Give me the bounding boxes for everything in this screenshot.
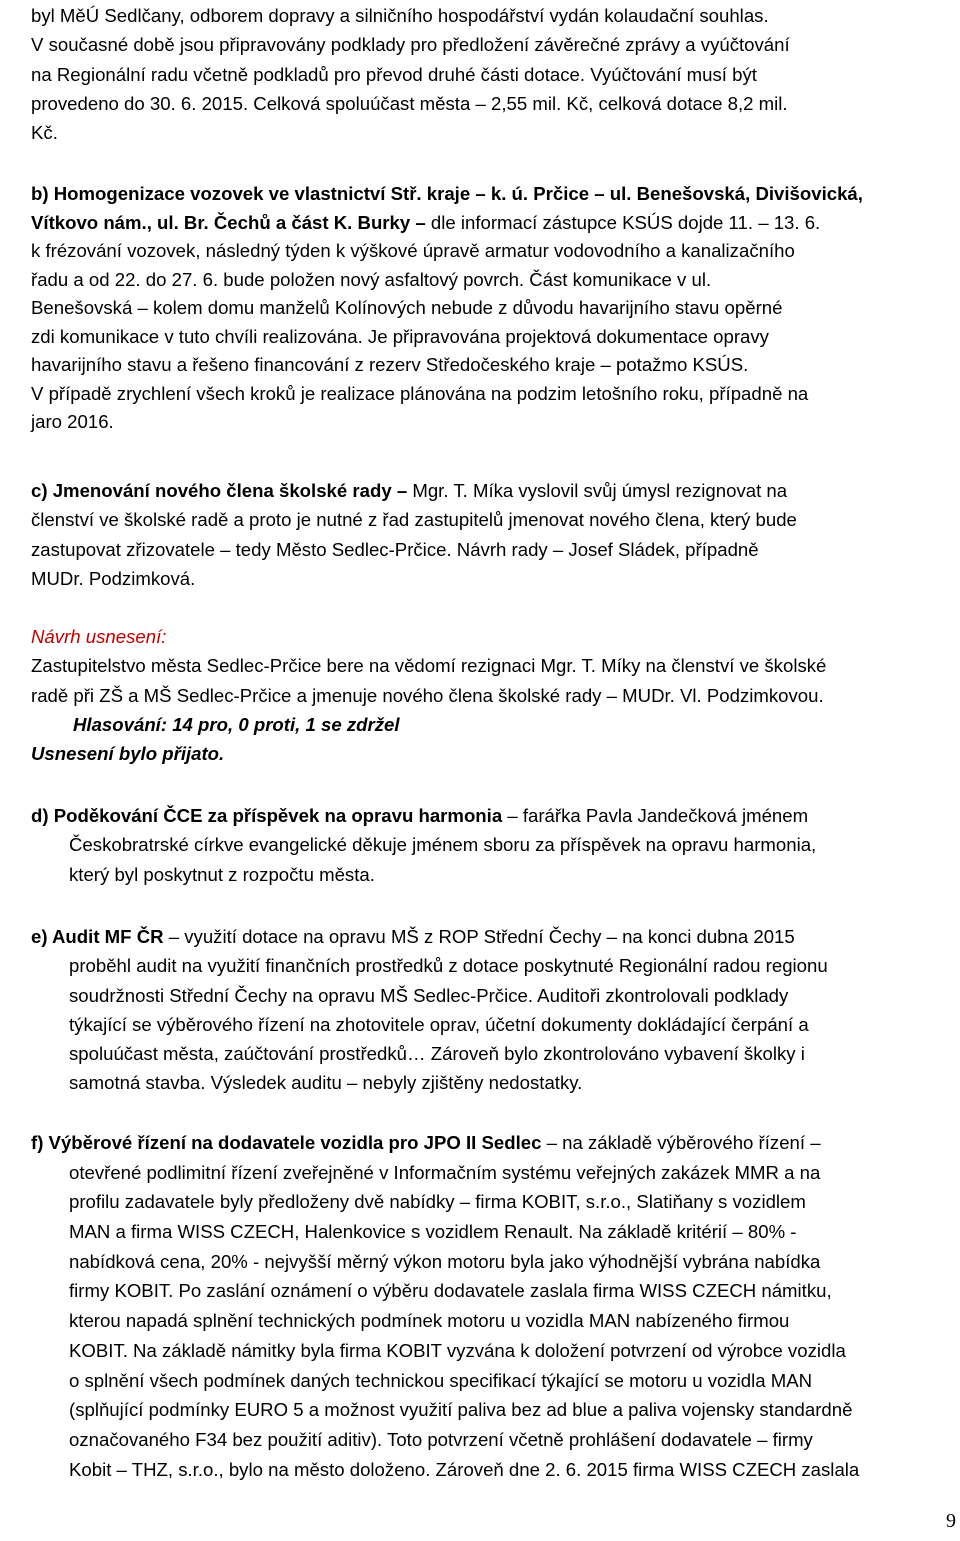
text-line <box>31 951 952 980</box>
text-line <box>31 739 952 768</box>
text-run: dle informací zástupce KSÚS dojde 11. – 13. 6. <box>430 211 821 233</box>
text-line <box>31 351 952 380</box>
text-run: e) Audit MF ČR <box>31 926 164 947</box>
section-d <box>31 801 952 889</box>
text-line <box>31 1039 952 1068</box>
text-line <box>31 1455 952 1485</box>
text-run: – využití dotace na opravu MŠ z ROP Střední Čechy – na konci dubna 2015 <box>163 926 795 947</box>
text-run: d) Poděkování ČCE za příspěvek na opravu harmonia <box>31 805 503 826</box>
text-run: členství ve školské radě a proto je nutné z řad zastupitelů jmenovat nového člena, který bude <box>31 509 797 531</box>
text-line <box>31 323 952 352</box>
text-line <box>31 408 952 437</box>
text-run: Mgr. T. Míka vyslovil svůj úmysl rezignovat na <box>412 480 788 501</box>
text-line <box>31 1366 952 1396</box>
text-run: Návrh usnesení: <box>31 626 167 647</box>
section-b <box>31 180 952 437</box>
text-run: – farářka Pavla Jandečková jménem <box>502 805 809 826</box>
section-c <box>31 476 952 593</box>
text-line <box>31 1217 952 1247</box>
text-line <box>31 60 952 89</box>
text-line <box>31 89 952 118</box>
text-run: MUDr. Podzimková. <box>31 567 196 589</box>
text-run: kterou napadá splnění technických podmínek motoru u vozidla MAN nabízeného firmou <box>69 1310 790 1332</box>
section-e <box>31 922 952 1098</box>
text-line <box>31 1 952 30</box>
text-run: KOBIT. Na základě námitky byla firma KOBIT vyzvána k doložení potvrzení od výrobce vozidla <box>69 1339 846 1361</box>
text-run: Českobratrské církve evangelické děkuje jménem sboru za příspěvek na opravu harmonia, <box>69 834 817 856</box>
text-run: proběhl audit na využití finančních prostředků z dotace poskytnuté Regionální radou regionu <box>69 955 828 977</box>
text-line <box>31 118 952 147</box>
text-line <box>31 981 952 1010</box>
text-line <box>31 1306 952 1336</box>
text-line <box>31 1276 952 1306</box>
text-run: Kč. <box>31 122 58 144</box>
text-line <box>31 1010 952 1039</box>
text-line <box>31 1068 952 1097</box>
paragraph-top <box>31 1 952 147</box>
text-line <box>31 1187 952 1217</box>
text-run: na Regionální radu včetně podkladů pro převod druhé části dotace. Vyúčtování musí být <box>31 63 757 85</box>
text-run: havarijního stavu a řešeno financování z rezerv Středočeského kraje – potažmo KSÚS. <box>31 354 749 375</box>
text-run: soudržnosti Střední Čechy na opravu MŠ Sedlec-Prčice. Auditoři zkontrolovali podklady <box>69 984 789 1006</box>
text-run: Hlasování: 14 pro, 0 proti, 1 se zdržel <box>73 713 400 735</box>
text-run: týkající se výběrového řízení na zhotovitele oprav, účetní dokumenty dokládající čerpání a <box>69 1013 809 1035</box>
text-run: spoluúčast města, zaúčtování prostředků… Zároveň bylo zkontrolováno vybavení školky i <box>69 1043 805 1065</box>
text-run: nabídková cena, 20% - nejvyšší měrný výkon motoru byla jako výhodnější vybrána nabídka <box>69 1250 821 1272</box>
text-run: byl MěÚ Sedlčany, odborem dopravy a silničního hospodářství vydán kolaudační souhlas. <box>31 5 769 26</box>
text-line <box>31 535 952 564</box>
text-run: (splňující podmínky EURO 5 a možnost využití paliva bez ad blue a paliva vojensky standardně <box>69 1399 853 1421</box>
text-run: o splnění všech podmínek daných technickou specifikací týkající se motoru u vozidla MAN <box>69 1369 813 1391</box>
text-line <box>31 380 952 409</box>
text-run: Usnesení bylo přijato. <box>31 743 225 765</box>
page-number: 9 <box>946 1510 956 1532</box>
text-line <box>31 1247 952 1277</box>
text-run: zdi komunikace v tuto chvíli realizována. Je připravována projektová dokumentace opravy <box>31 325 769 347</box>
text-run: f) Výběrové řízení na dodavatele vozidla pro JPO II Sedlec <box>31 1132 542 1153</box>
text-line <box>31 1425 952 1455</box>
text-run: V případě zrychlení všech kroků je realizace plánována na podzim letošního roku, případně na <box>31 382 809 404</box>
text-line <box>31 830 952 859</box>
text-run: V současné době jsou připravovány podklady pro předložení závěrečné zprávy a vyúčtování <box>31 34 790 56</box>
text-run: Zastupitelstvo města Sedlec-Prčice bere na vědomí rezignaci Mgr. T. Míky na členství ve školské <box>31 655 827 677</box>
text-run: k frézování vozovek, následný týden k výškové úpravě armatur vodovodního a kanalizačního <box>31 240 795 261</box>
text-line <box>31 860 952 889</box>
text-line <box>31 180 952 209</box>
text-run: Kobit – THZ, s.r.o., bylo na město doloženo. Zároveň dne 2. 6. 2015 firma WISS CZECH zaslala <box>69 1458 860 1480</box>
text-line <box>31 922 952 951</box>
text-line <box>31 681 952 710</box>
text-run: zastupovat zřizovatele – tedy Město Sedlec-Prčice. Návrh rady – Josef Sládek, případně <box>31 538 759 560</box>
text-line <box>31 1395 952 1425</box>
text-line <box>31 651 952 680</box>
text-line <box>31 622 952 651</box>
text-line <box>31 1158 952 1188</box>
text-run: který byl poskytnut z rozpočtu města. <box>69 863 375 885</box>
text-run: b) Homogenizace vozovek ve vlastnictví Stř. kraje – k. ú. Prčice – ul. Benešovská, Divišovická, <box>31 183 863 204</box>
text-line <box>31 237 952 266</box>
text-line <box>31 294 952 323</box>
text-run: c) Jmenování nového člena školské rady – <box>31 480 413 501</box>
text-run: profilu zadavatele byly předloženy dvě nabídky – firma KOBIT, s.r.o., Slatiňany s vozidlem <box>69 1191 806 1213</box>
text-run: MAN a firma WISS CZECH, Halenkovice s vozidlem Renault. Na základě kritérií – 80% - <box>69 1221 797 1243</box>
text-line <box>31 1336 952 1366</box>
text-run: Benešovská – kolem domu manželů Kolínových nebude z důvodu havarijního stavu opěrné <box>31 297 783 318</box>
text-run: jaro 2016. <box>31 411 114 432</box>
text-line <box>31 476 952 505</box>
text-run: firmy KOBIT. Po zaslání oznámení o výběru dodavatele zaslala firma WISS CZECH námitku, <box>69 1280 832 1302</box>
text-run: řadu a od 22. do 27. 6. bude položen nový asfaltový povrch. Část komunikace v ul. <box>31 268 712 290</box>
text-run: provedeno do 30. 6. 2015. Celková spoluúčast města – 2,55 mil. Kč, celková dotace 8,2 mil. <box>31 92 788 114</box>
text-line <box>31 801 952 830</box>
text-run: – na základě výběrového řízení – <box>541 1132 821 1153</box>
text-run: radě při ZŠ a MŠ Sedlec-Prčice a jmenuje nového člena školské rady – MUDr. Vl. Podzimkovou. <box>31 684 824 706</box>
text-line <box>31 710 952 739</box>
text-run: Vítkovo nám., ul. Br. Čechů a část K. Burky – <box>31 211 431 233</box>
proposal-resolution <box>31 622 952 768</box>
section-f <box>31 1128 952 1484</box>
text-line <box>31 564 952 593</box>
text-run: samotná stavba. Výsledek auditu – nebyly zjištěny nedostatky. <box>69 1072 583 1094</box>
text-line <box>31 1128 952 1158</box>
text-line <box>31 209 952 238</box>
text-line <box>31 505 952 534</box>
text-line <box>31 30 952 59</box>
text-run: otevřené podlimitní řízení zveřejněné v Informačním systému veřejných zakázek MMR a na <box>69 1161 821 1183</box>
text-run: označovaného F34 bez použití aditiv). Toto potvrzení včetně prohlášení dodavatele – firmy <box>69 1428 813 1450</box>
text-line <box>31 266 952 295</box>
